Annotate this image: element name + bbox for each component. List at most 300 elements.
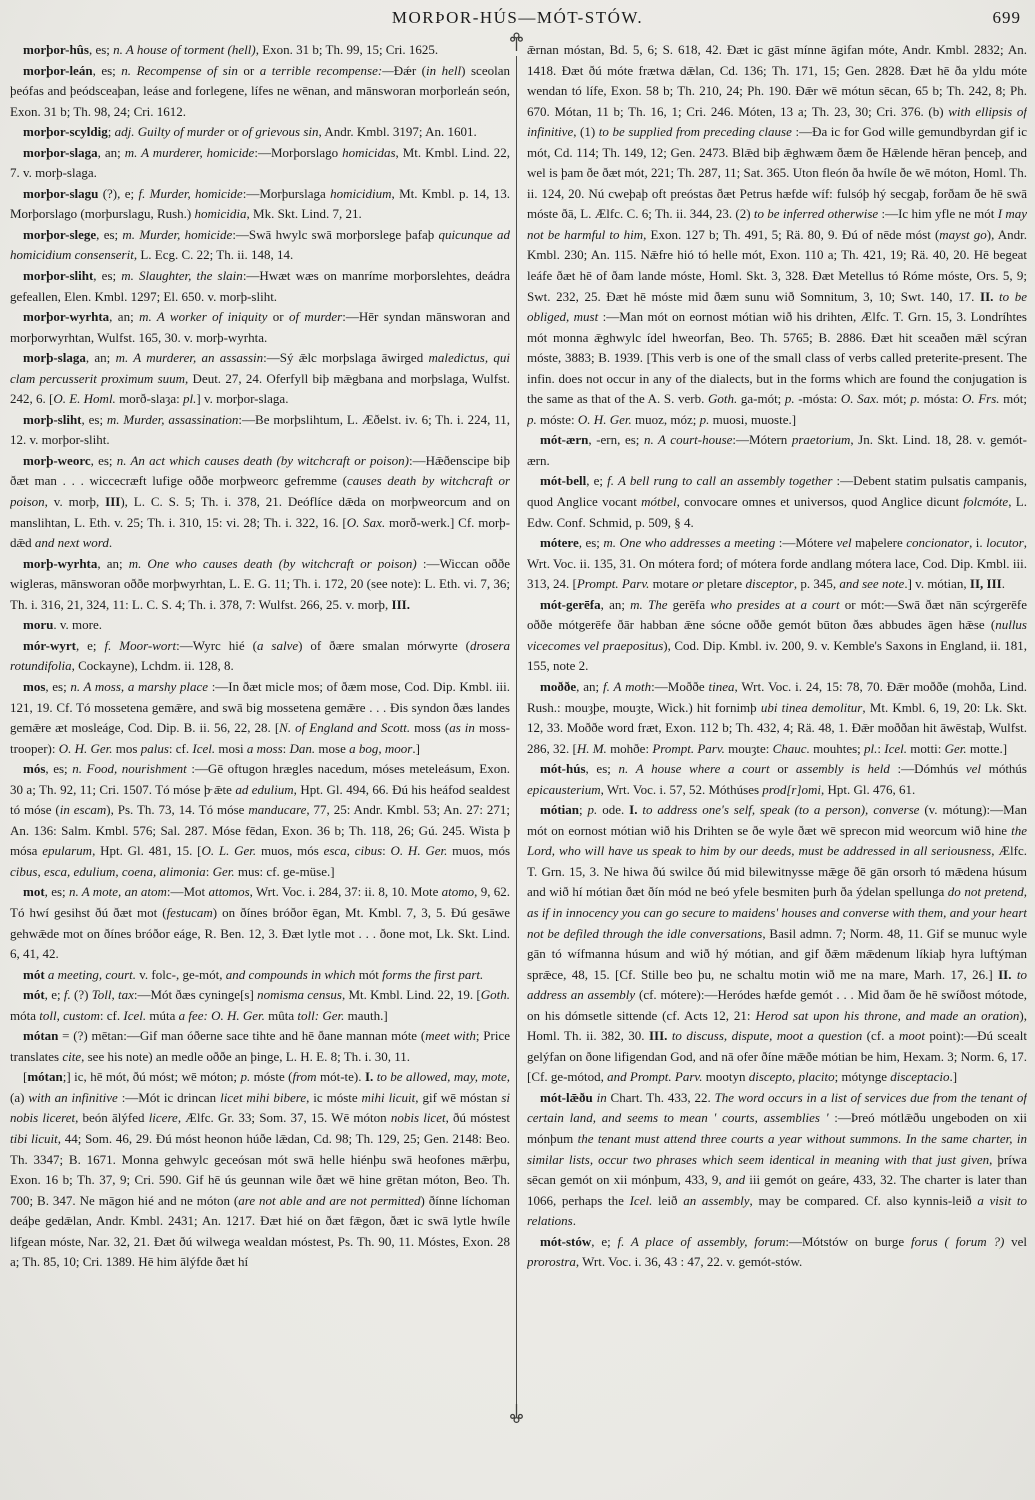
entry-text: mauth.]: [344, 1007, 388, 1023]
headword-text: mór-wyrt: [23, 637, 76, 653]
dictionary-entry: [527, 800, 1027, 1088]
entry-text: folcmóte: [963, 494, 1009, 510]
entry-text: tibi licuit: [10, 1130, 58, 1146]
entry-text: , es;: [92, 62, 122, 78]
entry-text: , Cockayne), Lchdm. ii. 128, 8.: [71, 658, 234, 674]
entry-text: móthús: [981, 761, 1027, 777]
entry-text: , p. 345,: [793, 576, 840, 592]
entry-text: motte.]: [966, 740, 1008, 756]
entry-text: :—Hēr syndan mānsworan and morþorwyrhtan, Wulfst. 165, 30. v. morþ-wyrhta.: [10, 309, 510, 345]
entry-text: and Prompt. Parv.: [607, 1069, 703, 1085]
entry-text: , Wrt. Voc. i. 24, 15: 78, 70. Ðǣr moððe (mohða, Lind. Rush.: mouȝþe, mouȝte, Wick.) hit fornimþ: [527, 678, 1027, 715]
entry-text: a moss: [246, 740, 283, 756]
entry-text: palus: [140, 740, 169, 756]
entry-text: licere: [148, 1110, 178, 1126]
entry-text: , es;: [88, 42, 114, 57]
entry-text: an assembly: [683, 1192, 750, 1208]
entry-text: m. Murder, assassination: [106, 411, 239, 427]
entry-text: n. Recompense of sin: [121, 62, 238, 78]
entry-text: vel: [836, 535, 852, 551]
dictionary-entry: [527, 533, 1027, 595]
entry-text: , es;: [44, 884, 69, 900]
headword-text: morþ-wyrhta: [23, 555, 98, 571]
entry-text: epularum: [42, 843, 93, 859]
entry-text: homicidia: [194, 206, 247, 222]
entry-text: Prompt. Parv.: [652, 740, 725, 756]
headword-text: III: [105, 494, 121, 510]
entry-text: :—Ða ic for God wille gemundbyrdan gif ic mót, Cd. 114; Th. 149, 12; Gen. 2473. Blǣd biþ ǣghwæm ðæm ðe Hǣlende hēran þenceþ, and wel is þam ðe ðæt mót, 221; Th. 287, 11; Sat. 365. Uton fleón ða hwíle ðe wē móton, Homl. Th. ii. 124, 20. Nú cweþaþ oft preóstas ðæt Petrus hæfde wíf: fulsóþ hý secgaþ, forðam ðe hē swā móste ðā, L. Ælfc. C. 6; Th. ii. 344, 23. (2): [527, 124, 1027, 222]
entry-text: and see note: [839, 576, 905, 592]
entry-text: :—Hǣðenscipe biþ ðæt man . . . wiccecræft lufige oððe morþweorc gefremme (: [10, 452, 510, 489]
entry-text: , gif wē móstan: [415, 1089, 502, 1105]
entry-text: mohðe:: [606, 740, 653, 756]
entry-text: , Ælfc. Gr. 33; Som. 37, 15. Wē móton: [177, 1110, 391, 1126]
dictionary-entry: [10, 882, 510, 964]
entry-text: Icel.: [884, 740, 907, 756]
entry-text: causes death by witchcraft or poison: [10, 473, 510, 510]
entry-text: :—Ic him yfle ne mót: [878, 206, 998, 222]
entry-text: , e;: [44, 987, 64, 1003]
entry-text: , es;: [81, 411, 107, 427]
entry-text: O. Sax.: [840, 391, 880, 407]
entry-text: ode.: [597, 802, 630, 818]
entry-text: mouȝte:: [724, 740, 773, 756]
entry-text: :—Gē oftugon hrægles nacedum, móses meteleásum, Exon. 30 a; Th. 92, 11; Cri. 1507. Tó móse þ̵ ǣte: [10, 761, 510, 797]
entry-text: a meeting, court.: [47, 966, 137, 982]
entry-text: n. An act which causes death (by witchcraft or poison): [116, 452, 410, 468]
dictionary-entry: [10, 122, 510, 143]
entry-text: n. A house of torment (hell): [113, 42, 256, 57]
entry-text: O. H. Ger.: [211, 1007, 265, 1023]
entry-text: or mót:—Swā ðæt nān scýrgerēfe oððe mótgerēfe ðār habban ǣne sócne oððe gemót būton ðæs abbudes āgen hǣse (: [527, 596, 1027, 633]
dictionary-entry: [527, 595, 1027, 677]
dictionary-entry: [10, 759, 510, 882]
entry-text: mót: [355, 966, 383, 982]
entry-text: maþelere: [851, 535, 907, 551]
entry-text: , Deut. 27, 24. Oferfyll biþ mǣgbana and morþslaga, Wulfst. 242, 6. [: [10, 370, 510, 407]
headword-text: II.: [980, 288, 994, 304]
entry-text: adj. Guilty of murder: [114, 124, 225, 140]
entry-text: .: [572, 1213, 576, 1229]
entry-text: p.: [699, 411, 710, 427]
dictionary-entry: [10, 615, 510, 636]
entry-text: n. A moss, a marshy place: [70, 678, 209, 694]
entry-text: , Ælfc. T. Grn. 15, 3. Ne hiwa ðú swilce ðú mid bilewitnysse mǣge ðē gān orsorh tó mǣdena húsum and wið hí mótian ðæt ðín mód ne beó yfele besmiten þurh ða ýdelan spellunga: [527, 843, 1027, 900]
dictionary-entry: [527, 471, 1027, 533]
headword-text: mót-lǣðu: [540, 1089, 593, 1105]
entry-text: , Wrt. Voc. i. 284, 37: ii. 8, 10. Mote: [249, 884, 442, 900]
entry-text: maledictus, qui clam percusserit proximum suum: [10, 350, 510, 386]
entry-text: praetorium: [791, 432, 851, 448]
entry-text: discepto, placito: [748, 1069, 835, 1085]
entry-text: , an;: [600, 596, 631, 612]
entry-text: , Wrt. Voc. ii. 135, 31. On mótera ford; of mótera forde andlang mótera lace, Cod. Dip. Kmbl. iii. 313, 24. [: [527, 535, 1027, 592]
entry-text: cibus, esca, edulium, coena, alimonia: [10, 863, 206, 879]
entry-text: nullus vicecomes vel praepositus: [527, 617, 1027, 653]
entry-text: si nobis liceret: [10, 1089, 510, 1126]
entry-text: ) of ðære smalan mórwyrte (: [298, 637, 471, 653]
entry-continuation: [527, 40, 1027, 430]
left-column: [10, 40, 510, 1448]
entry-text: , L. Edw. Conf. Schmid, p. 509, § 4.: [527, 494, 1027, 530]
entry-text: forms the first part.: [382, 966, 484, 982]
entry-text: ), Homl. Th. ii. 382, 30.: [527, 1007, 1027, 1044]
headword-text: morþor-hûs: [23, 42, 89, 57]
dictionary-entry: [10, 348, 510, 410]
entry-text: :—Swā hwylc swā morþorslege þafaþ: [232, 226, 439, 242]
entry-text: , es;: [45, 761, 73, 777]
page-number: 699: [992, 8, 1021, 27]
entry-text: , L. Ecg. C. 22; Th. ii. 148, 14.: [133, 247, 294, 263]
entry-text: ) sceolan þeófas and þeódsceaþan, leáse and forlegene, lífes ne wēnan, and mānsworan morþorleán seón, Exon. 31 b; Th. 98, 24; Cri. 1612.: [10, 62, 510, 119]
entry-text: quicunque ad homicidium consenserit: [10, 226, 510, 263]
entry-text: mósta:: [920, 391, 962, 407]
dictionary-entry: [10, 410, 510, 451]
entry-text: : cf.: [99, 1007, 124, 1023]
headword-text: mótian: [540, 802, 579, 818]
entry-text: locutor: [986, 535, 1024, 551]
dictionary-entry: [10, 40, 510, 61]
entry-text: or: [267, 309, 289, 325]
entry-text: , Mt. Kmbl. Lind. 22, 19. [: [341, 987, 481, 1003]
headword-text: morþor-sliht: [23, 268, 94, 284]
entry-text: motare: [649, 576, 693, 592]
entry-text: nomisma census: [257, 987, 342, 1003]
entry-text: Ger.: [944, 740, 967, 756]
headword-text: moru: [23, 617, 54, 633]
entry-text: ), Ps. Th. 73, 14. Tó móse: [106, 802, 249, 818]
entry-text: , e;: [591, 1233, 618, 1249]
entry-text: f. A place of assembly, forum: [617, 1233, 786, 1249]
entry-text: Ger.: [212, 863, 235, 879]
entry-text: in escam: [59, 802, 107, 818]
entry-text: :—Wiccan oððe wigleras, mānsworan oððe morþwyrhtan, L. E. G. 11; Th. i. 172, 20 (see note): L. Eth. vi. 7, 36; Th. i. 316, 21, 324, 11: L. C. S. 4; Th. i. 378, 7: Wulfst. 266, 25. v. morþ,: [10, 555, 510, 612]
entry-text: , 77, 25: Andr. Kmbl. 53; An. 27: 271; An. 136: Salm. Kmbl. 576; Sal. 287. Móse fēdan, Exon. 36 b; Th. 118, 26; Gú. 245. Wista þ̵ mósa: [10, 802, 510, 859]
entry-text: Prompt. Parv.: [576, 576, 650, 592]
entry-text: point):—Ðú scealt gelýfan on ðone lifigendan God, and nā ofer ðíne mǣðe mótian be him, Hexam. 3; Norm. 6, 17. [Cf. ge-mótod,: [527, 1028, 1027, 1085]
entry-text: :—Mótere: [775, 535, 837, 551]
entry-text: epicausterium: [527, 781, 601, 797]
entry-text: festucam: [166, 904, 213, 920]
dictionary-entry: [527, 677, 1027, 759]
entry-text: Dan.: [289, 740, 316, 756]
entry-text: muos, mós: [447, 843, 510, 859]
entry-text: assembly is held: [795, 761, 890, 777]
entry-text: , 44; Som. 46, 29. Ðú móst heonon húðe lǣdan, Cd. 98; Th. 129, 25; Gen. 2148: Beo. Th. 3347; B. 1671. Monna gehwylc geceósan mót swā helle hiénþu swā heofones mǣrþu, Exon. 16 b; Th. 37, 9; Cri. 590. Gif hē ús geunnan wile ðæt wē hine grētan móton, Beo. Th. 700; B. 347. Ne māgon hié and ne móton (: [10, 1130, 510, 1208]
page-header: [0, 8, 1035, 34]
dictionary-entry: [10, 225, 510, 266]
entry-text: as in: [449, 720, 475, 736]
entry-text: a terrible recompense:—: [259, 62, 394, 78]
headword-text: mót-stów: [540, 1233, 592, 1249]
entry-text: , beón ālýfed: [75, 1110, 149, 1126]
entry-text: to be supplied from preceding clause: [598, 124, 792, 140]
entry-text: nobis licet: [390, 1110, 446, 1126]
entry-text: ; Price translates: [10, 1028, 510, 1064]
headword-text: II, III: [969, 576, 1002, 592]
entry-text: Goth.: [480, 987, 510, 1003]
entry-text: , þríwa sēcan gemót on xii mónþum, 433, 9,: [527, 1151, 1027, 1188]
entry-text: Icel.: [123, 1007, 147, 1023]
entry-text: the tenant must attend three courts a year without summons. In the same charter, in similar lists, occur two phrases which seem identical in meaning with that just given: [527, 1130, 1027, 1167]
entry-text: ǣrnan móstan, Bd. 5, 6; S. 618, 42. Ðæt ic gāst mínne āgifan móte, Andr. Kmbl. 2832; An. 1418. Ðæt ðú móte frætwa dǣlan, Cd. 136; Th. 171, 15; Gen. 2828. Ðæt hē ða yldu móte wendan tó lífe, Exon. 58 b; Th. 210, 24; Ph. 190. Ðǣr wē mótun sēcan, 65 b; Th. 242, 8; Ph. 670. Mótan, 11 b; Th. 16, 1; Cri. 246. Móten, 13 a; Th. 23, 30; Cri. 376. (b): [527, 42, 1027, 119]
entry-text: , es;: [578, 535, 604, 551]
entry-text: moot: [899, 1028, 925, 1044]
entry-text: mûta: [264, 1007, 298, 1023]
entry-text: attomos: [208, 884, 250, 900]
entry-text: :—Mót ðæs cyninge[s]: [133, 987, 258, 1003]
dictionary-entry: [10, 985, 510, 1026]
printers-mark-bottom-icon: [510, 1404, 523, 1424]
entry-text: in: [596, 1089, 607, 1105]
entry-text: = (?) mētan:—Gif man óðerne sace tihte and hē ðane mannan móte (: [58, 1028, 426, 1044]
entry-text: (?), e;: [98, 185, 139, 201]
entry-text: ), Andr. Kmbl. 230; An. 115. Nǣfre hió tó helle mót, Exon. 110 a; Th. 421, 19; Rä. 40, 20. Hē begeat leáfe ðæt hē of ðam lande móste, Homl. Skt. 3, 328. Ðæt Metellus tó Róme móste, Ors. 5, 9; Swt. 232, 25. Ðæt hē móste mid ðæm sunu wið Somnitum, 3, 10; Swt. 140, 17.: [527, 226, 1027, 304]
entry-text: tinea: [708, 678, 735, 694]
entry-text: to be allowed, may, mote,: [373, 1069, 510, 1085]
entry-text: :—Wyrc hié (: [176, 637, 257, 653]
dictionary-entry: [10, 266, 510, 307]
headword-text: morþor-slaga: [23, 144, 98, 160]
entry-text: :—Debent statim pulsatis campanis, quod Anglice vocant: [527, 473, 1027, 510]
entry-text: f. A moth: [603, 678, 652, 694]
entry-text: (cf. mótere):—Heródes hæfde gemót . . . Mid ðam ðe hē swíðost mótode, on his dómsetle sittende (cf. Acts 12, 21:: [527, 987, 1027, 1023]
entry-text: , es;: [96, 226, 123, 242]
entry-text: :—Be morþslihtum, L. Æðelst. iv. 6; Th. i. 224, 11, 12. v. morþor-sliht.: [10, 411, 510, 448]
entry-text: mouhtes;: [809, 740, 865, 756]
dictionary-entry: [527, 1088, 1027, 1232]
entry-text: prod[r]omi: [762, 781, 822, 797]
entry-text: n. A court-house: [643, 432, 733, 448]
entry-text: , es;: [585, 761, 619, 777]
entry-text: from: [292, 1069, 317, 1085]
entry-text: of grievous sin: [241, 124, 319, 140]
entry-text: f.: [63, 987, 71, 1003]
entry-text: concionator: [906, 535, 970, 551]
entry-text: a bog, moor: [349, 740, 413, 756]
entry-text: (v. mótung):—Man mót on eornost mótian wið his Drihten se ðe wyle ðæt wē sprecon mid weorcum wið hine: [527, 802, 1027, 838]
entry-text: or: [769, 761, 796, 777]
entry-text: to be inferred otherwise: [753, 206, 879, 222]
entry-text: vel: [965, 761, 982, 777]
entry-text: esca, cibus: [323, 843, 383, 859]
headword-text: mót-hús: [540, 761, 586, 777]
entry-text: f. Moor-wort: [104, 637, 177, 653]
entry-text: p.: [910, 391, 921, 407]
entry-text: , e;: [75, 637, 105, 653]
entry-text: m. The: [630, 596, 673, 612]
entry-text: I may not be harmful to him: [527, 206, 1027, 242]
entry-text: mos: [112, 740, 141, 756]
entry-text: Icel.: [192, 740, 216, 756]
entry-text: , Exon. 31 b; Th. 99, 15; Cri. 1625.: [255, 42, 439, 57]
headword-text: morþor-slege: [23, 226, 97, 242]
headword-text: morþor-leán: [23, 62, 93, 78]
entry-text: to address an assembly: [527, 966, 1027, 1003]
entry-text: in hell: [426, 62, 462, 78]
dictionary-entry: [10, 307, 510, 348]
dictionary-entry: [10, 143, 510, 184]
dictionary-entry: [527, 1232, 1027, 1273]
entry-text: mus: cf. ge-müse.]: [234, 863, 335, 879]
dictionary-entry: [10, 451, 510, 554]
entry-text: ubi tinea demolitur: [760, 699, 863, 715]
entry-text: , Wrt. Voc. i. 36, 43 : 47, 22. v. gemót-stów.: [575, 1254, 803, 1270]
entry-text: ;: [107, 124, 115, 140]
entry-text: , es;: [93, 268, 122, 284]
entry-text: , ðú móstest: [445, 1110, 510, 1126]
entry-text: n. Food, nourishment: [72, 761, 187, 777]
entry-text: and: [725, 1172, 746, 1188]
entry-text: muosi, muoste.]: [709, 411, 797, 427]
headword-text: mót-bell: [540, 473, 587, 489]
headword-text: morþ-slaga: [23, 350, 86, 366]
headword-text: mótan: [23, 1028, 59, 1044]
entry-text: m. A murderer, homicide: [124, 144, 255, 160]
entry-text: to address one's self, speak (to a person), converse: [637, 802, 920, 818]
entry-text: N. of England and Scott.: [279, 720, 411, 736]
entry-text: , v. morþ,: [44, 494, 106, 510]
entry-text: the Lord, who will have us speak to him by our deeds, must be addressed in all seriousness: [527, 822, 1027, 859]
entry-text: , see his note) an medle oððe an þinge, L. H. E. 8; Th. i. 30, 11.: [81, 1048, 411, 1064]
entry-text: or: [237, 62, 260, 78]
entry-text: , Mt. Kmbl. 6, 19, 20: Lk. Skt. 12, 33. Moððe word fræt, Exon. 112 b; Th. 432, 4; Rä. 48, 1. Ðǣr moððan hit āwēstaþ, Wulfst. 286, 32. [: [527, 699, 1027, 756]
entry-text: p.: [240, 1069, 251, 1085]
entry-text: , (1): [573, 124, 599, 140]
entry-text: m. A murderer, an assassin: [115, 350, 264, 366]
entry-text: O. H. Ger.: [577, 411, 632, 427]
entry-text: p.: [587, 802, 598, 818]
entry-text: mihi licuit: [361, 1089, 416, 1105]
entry-text: , 9, 62. Tó hwí gesihst ðú ðæt mot (: [10, 884, 510, 920]
entry-text: , es;: [45, 678, 71, 694]
entry-text: ] v. morþor-slaga.: [196, 391, 289, 407]
dictionary-entry: [10, 554, 510, 616]
entry-text: (a): [10, 1089, 29, 1105]
entry-text: , ic móste: [306, 1089, 362, 1105]
entry-text: m. One who addresses a meeting: [603, 535, 776, 551]
entry-text: muos, mós: [256, 843, 324, 859]
dictionary-entry: [10, 636, 510, 677]
entry-text: Herod sat upon his throne, and made an oration: [755, 1007, 1020, 1023]
entry-text: , Basil admn. 7; Norm. 48, 11. Gif se munuc wyle gān tó wífmanna húsum and wið hý mótian, and gif ðǣm mǣdenum líkiaþ hyra luftýman sprǣce, 48, 15. [Cf. Stille beo þu, ne schaltu motin wið me na mare, Marh. 17, 26.]: [527, 925, 1027, 982]
entry-text: :—Mot: [166, 884, 209, 900]
entry-text: móste:: [536, 411, 578, 427]
headword-text: morþor-wyrhta: [23, 309, 110, 325]
entry-text: manducare: [248, 802, 307, 818]
entry-text: ;: [579, 802, 588, 818]
entry-text: motti:: [907, 740, 945, 756]
entry-text: do not pretend, as if in innocency you can go secure to maidens' houses and converse with them, and your heart not be defiled through the idle conversations: [527, 884, 1027, 941]
headword-text: I.: [629, 802, 638, 818]
entry-text: , Mt. Kmbl. p. 14, 13. Morþorslago (morþurslagu, Rush.): [10, 185, 510, 222]
entry-text: pletare: [703, 576, 746, 592]
entry-text: disceptor: [745, 576, 794, 592]
entry-text: moss (: [410, 720, 450, 736]
entry-text: a visit to relations: [527, 1192, 1027, 1229]
entry-text: ), Cod. Dip. Kmbl. iv. 200, 9. v. Kemble's Saxons in England, ii. 181, 155, note 2.: [527, 637, 1027, 674]
dictionary-entry: [10, 61, 510, 123]
headword-text: mos: [23, 678, 46, 694]
entry-text: Toll, tax: [91, 987, 134, 1003]
dictionary-entry: [10, 1026, 510, 1067]
headword-text: mótere: [540, 535, 579, 551]
entry-text: .]: [412, 740, 420, 756]
entry-text: .]: [949, 1069, 958, 1085]
entry-text: , Hpt. Gl. 494, 66. Ðú his heáfod sealdest tó móse (: [10, 781, 510, 818]
entry-text: f. Murder, homicide: [138, 185, 243, 201]
entry-text: :—Man mót on eornost mótian wið his drihten, Ælfc. T. Grn. 15, 3. Londríhtes mót monna ǣghwylc ídel hweorfan, Beo. Th. 5765; B. 2886. Ðæt hit sceaðen mǣl scýran móste, 3883; B. 1939. [This verb is one of the small class of verbs called preterite-present. The infin. does not occur in any of the dialects, but in the forms which are found the conjugation is the same as that of the A. S. verb.: [527, 309, 1027, 407]
entry-text: , convocare omnes et universos, quod Anglice dicunt: [676, 494, 964, 510]
entry-text: :—Þreó mótlǣðu ungeboden on xii mónþum: [527, 1110, 1027, 1146]
entry-text: m. One who causes death (by witchcraft or poison): [128, 555, 417, 571]
entry-text: ), L. C. S. 5; Th. i. 378, 21. Deóflíce dǣda on morþweorcum and on manslihtan, L. Eth. v. 25; Th. i. 310, 15: vi. 28; Th. i. 322, 16. [: [10, 494, 510, 530]
running-head: MORÞOR-HÚS—MÓT-STÓW.: [391, 8, 644, 27]
entry-text: :—Morþurslaga: [242, 185, 331, 201]
dictionary-entry: [10, 965, 510, 986]
entry-text: O. L. Ger.: [201, 843, 257, 859]
entry-text: homicidium: [330, 185, 392, 201]
headword-text: mot: [23, 884, 45, 900]
entry-text: , Jn. Skt. Lind. 18, 28. v. gemót-ærn.: [527, 432, 1027, 468]
entry-text: The word occurs in a list of services due from the tenant of certain land, and seems to mean ' courts, assemblies ': [527, 1089, 1027, 1126]
entry-text: mootyn: [702, 1069, 749, 1085]
entry-text: m. Slaughter, the slain: [121, 268, 243, 284]
entry-text: pl.: [864, 740, 878, 756]
entry-text: disceptacio: [890, 1069, 950, 1085]
headword-text: morþ-sliht: [23, 411, 82, 427]
entry-text: :: [205, 863, 213, 879]
entry-text: and next word: [34, 535, 109, 551]
headword-text: II.: [998, 966, 1012, 982]
entry-text: mose: [315, 740, 350, 756]
entry-text: H. M.: [576, 740, 607, 756]
entry-text: , an;: [85, 350, 116, 366]
dictionary-entry: [10, 677, 510, 759]
entry-text: iii gemót on geáre, 433, 32. The charter is later than 1066, perhaps the: [527, 1172, 1027, 1208]
entry-text: or: [692, 576, 704, 592]
entry-text: Chart. Th. 433, 22.: [606, 1089, 715, 1105]
entry-text: , -ern, es;: [588, 432, 644, 448]
entry-text: móste (: [250, 1069, 293, 1085]
entry-text: , an;: [109, 309, 140, 325]
entry-text: toll, custom: [39, 1007, 100, 1023]
entry-text: Chauc.: [772, 740, 810, 756]
entry-text: vel: [1004, 1233, 1027, 1249]
entry-text: .: [1001, 576, 1005, 592]
entry-text: f. A bell rung to call an assembly together: [607, 473, 833, 489]
entry-text: mót;: [879, 391, 911, 407]
headword-text: III.: [391, 596, 410, 612]
entry-text: , es;: [90, 452, 117, 468]
entry-text: pl.: [183, 391, 197, 407]
entry-text: -mósta:: [794, 391, 841, 407]
entry-text: : cf.: [168, 740, 193, 756]
dictionary-entry: [527, 759, 1027, 800]
entry-text: (cf. a: [862, 1028, 899, 1044]
entry-text: , Hpt. Gl. 481, 15. [: [92, 843, 202, 859]
entry-text: with ellipsis of infinitive: [527, 103, 1027, 140]
headword-text: mótan: [27, 1069, 63, 1085]
printers-mark-top-icon: [510, 32, 523, 52]
entry-text: morð-slaȝa:: [115, 391, 184, 407]
column-divider: [516, 56, 517, 1408]
entry-text: .] v. mótian,: [904, 576, 970, 592]
entry-text: m. A worker of iniquity: [139, 309, 268, 325]
entry-text: a salve: [256, 637, 299, 653]
entry-text: gerēfa: [672, 596, 711, 612]
headword-text: morþor-scyldig: [23, 124, 108, 140]
